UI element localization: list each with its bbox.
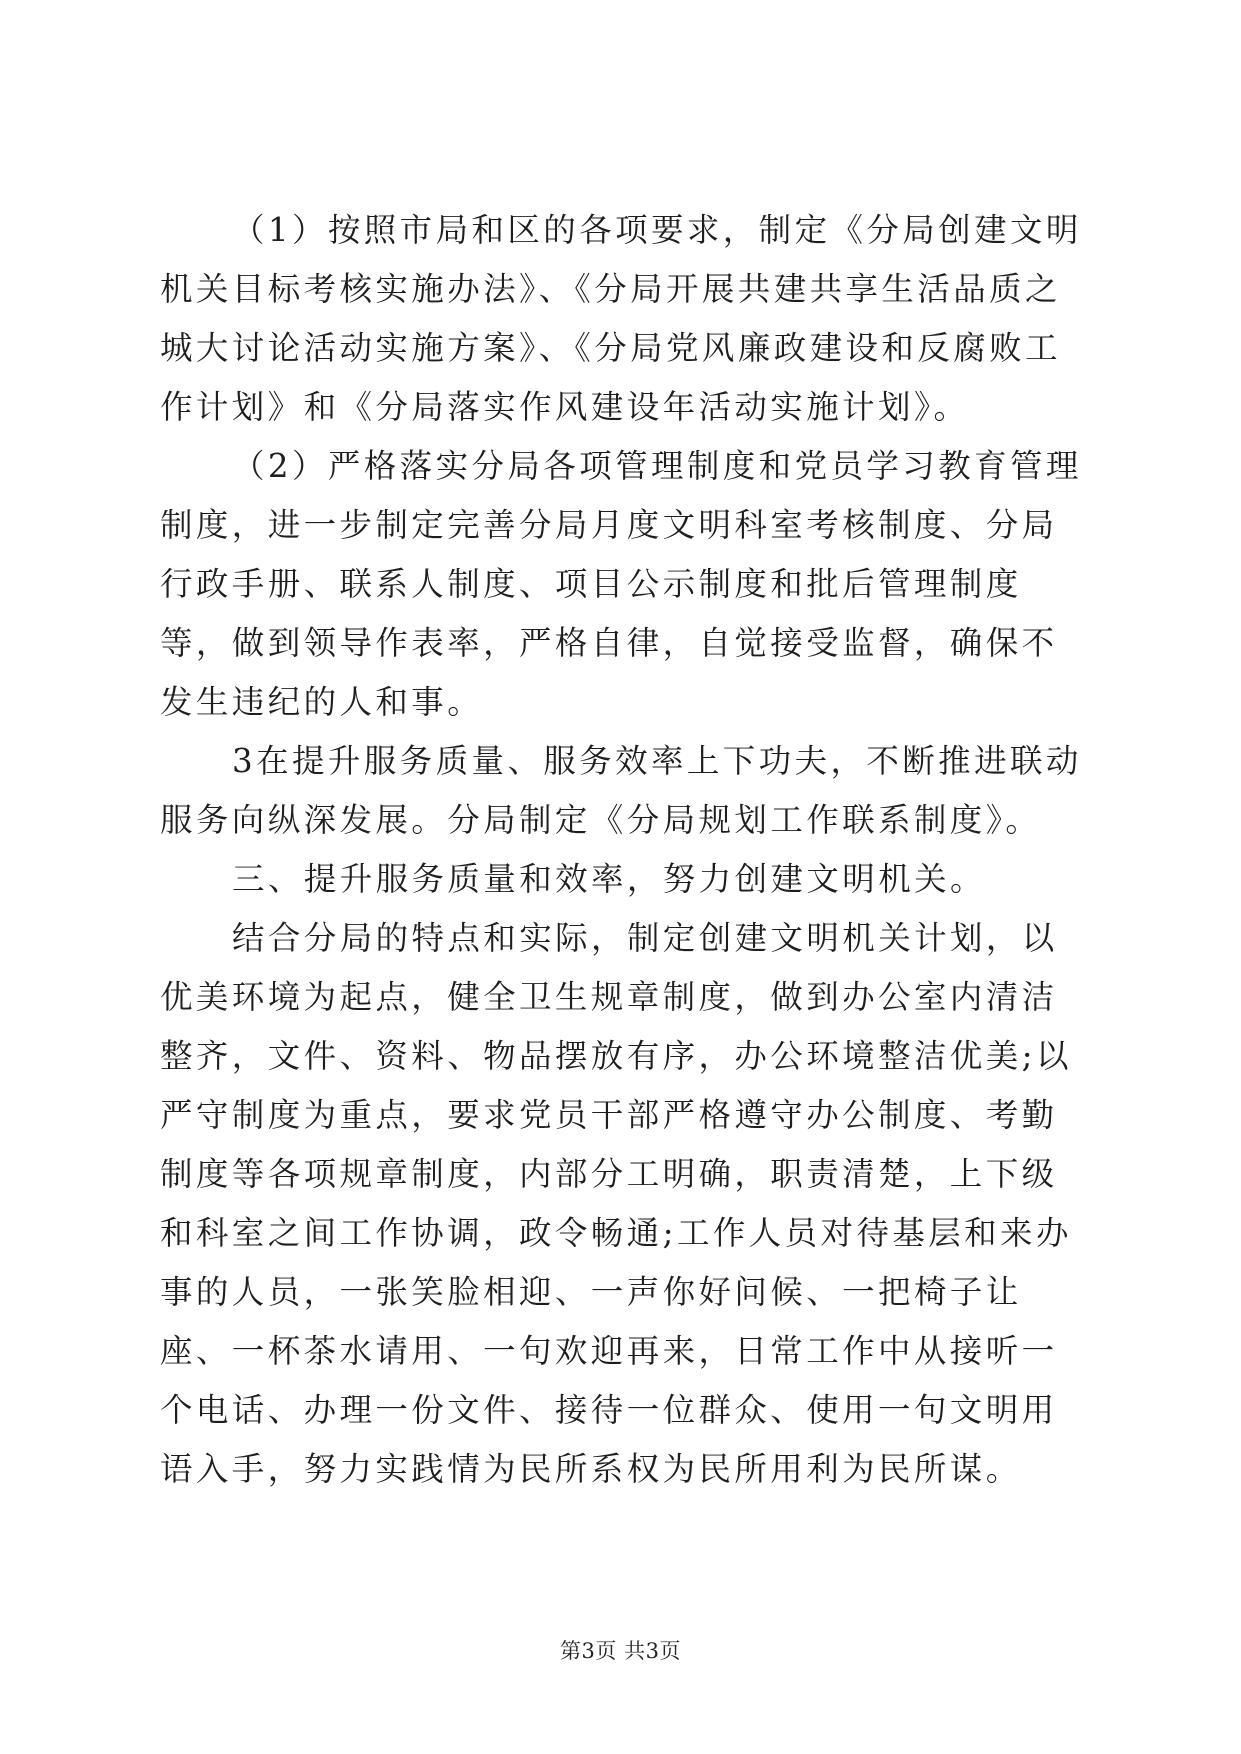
page-number-label: 第3页 共3页 bbox=[560, 1639, 681, 1663]
paragraph-item-2: （2）严格落实分局各项管理制度和党员学习教育管理制度，进一步制定完善分局月度文明科室考核制度、分局行政手册、联系人制度、项目公示制度和批后管理制度等，做到领导作表率，严格自律，自觉接受监督，确保不发生违纪的人和事。 bbox=[160, 447, 1082, 721]
page-footer bbox=[0, 1635, 1241, 1665]
paragraph-closing: 结合分局的特点和实际，制定创建文明机关计划，以优美环境为起点，健全卫生规章制度，做到办公室内清洁整齐，文件、资料、物品摆放有序，办公环境整洁优美;以严守制度为重点，要求党员干部严格遵守办公制度、考勤制度等各项规章制度，内部分工明确，职责清楚，上下级和科室之间工作协调，政令畅通;工作人员对待基层和来办事的人员，一张笑脸相迎、一声你好问候、一把椅子让座、一杯茶水请用、一句欢迎再来，日常工作中从接听一个电话、办理一份文件、接待一位群众、使用一句文明用语入手，努力实践情为民所系权为民所用利为民所谋。 bbox=[160, 919, 1072, 1488]
section-heading-3: 三、提升服务质量和效率，努力创建文明机关。 bbox=[232, 860, 986, 898]
paragraph-item-1: （1）按照市局和区的各项要求，制定《分局创建文明机关目标考核实施办法》、《分局开展共建共享生活品质之城大讨论活动实施方案》、《分局党风廉政建设和反腐败工作计划》和《分局落实作风建设年活动实施计划》。 bbox=[160, 211, 1082, 426]
document-body bbox=[160, 201, 1090, 1499]
paragraph-item-3: 3在提升服务质量、服务效率上下功夫，不断推进联动服务向纵深发展。分局制定《分局规划工作联系制度》。 bbox=[160, 742, 1082, 839]
